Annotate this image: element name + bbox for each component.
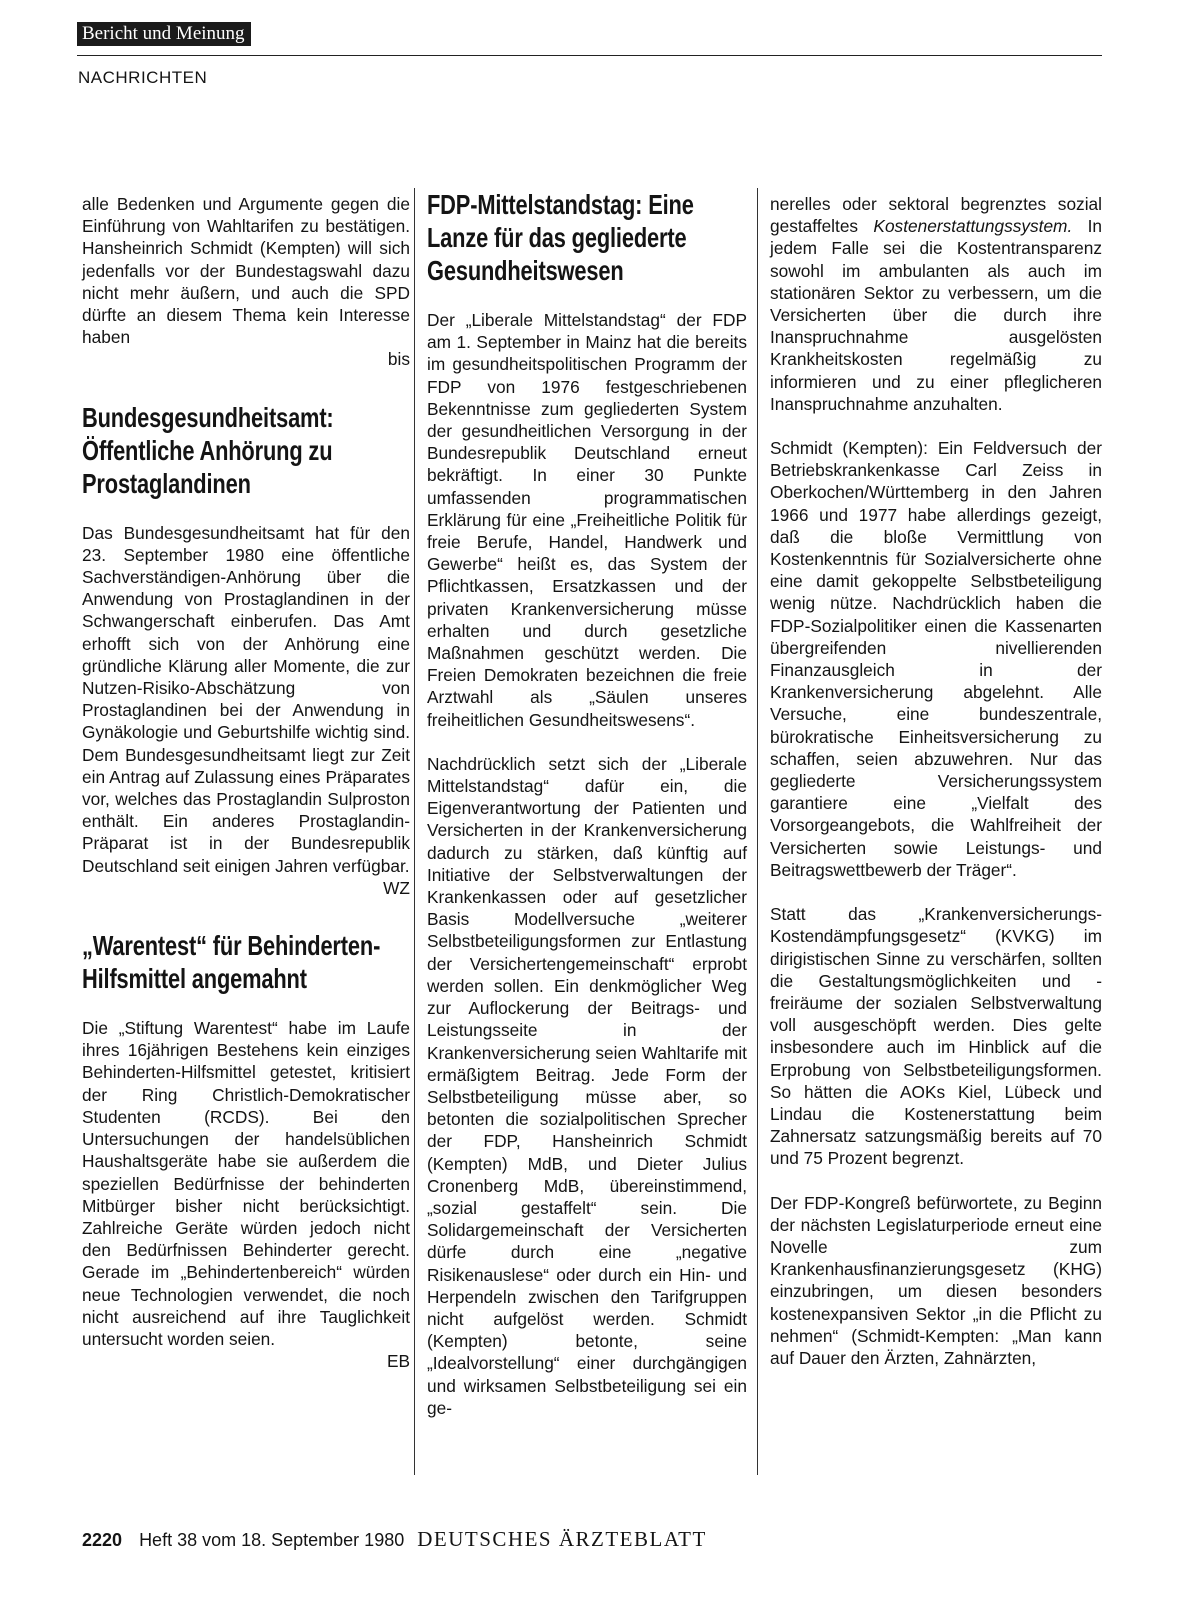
article-headline: „Warentest“ für Behinderten-Hilfsmittel angemahnt [82,930,381,995]
article-body: Das Bundesgesundheitsamt hat für den 23. September 1980 eine öffentliche Sachverständigen-Anhörung über die Anwendung von Prostaglandinen in der Schwangerschaft einberufen. Das Amt erhofft sich von der Anhörung eine gründliche Klärung aller Momente, die zur Nutzen-Risiko-Abschätzung von Prostaglandinen bei der Anwendung in Gynäkologie und Geburtshilfe wichtig sind. Dem Bundesgesundheitsamt liegt zur Zeit ein Antrag auf Zulassung eines Präparates vor, welches das Prostaglandin Sulproston enthält. Ein anderes Prostaglandin-Präparat ist in der Bundesrepublik Deutschland seit einigen Jahren verfügbar. [82,522,410,876]
paragraph-text: In jedem Falle sei die Kostentransparenz sowohl im ambulanten als auch im stationären Sektor zu verbessern, um die Versicherten über die durch ihre Inanspruchnahme ausgelösten Krankheitskosten regelmäßig zu informieren und zu einer pfleglicheren Inanspruchnahme anzuhalten. [770,216,1103,414]
article-paragraph: Nachdrücklich setzt sich der „Liberale Mittelstandstag“ dafür ein, die Eigenverantwortung der Patienten und Versicherten in der Krankenversicherung dadurch zu stärken, daß künftig auf Initiative der Selbstverwaltungen der Krankenkassen oder auf gesetzlicher Basis Modellversuche „weiterer Selbstbeteiligungsformen zur Entlastung der Versichertengemeinschaft“ erprobt werden sollen. Ein denkmöglicher Weg zur Auflockerung der Beitrags- und Leistungsseite in der Krankenversicherung seien Wahltarife mit ermäßigtem Beitrag. Jede Form der Selbstbeteiligung müsse aber, so betonten die sozialpolitischen Sprecher der FDP, Hansheinrich Schmidt (Kempten) MdB, und Dieter Julius Cronenberg MdB, übereinstimmend, „sozial gestaffelt“ sein. Die Solidargemeinschaft der Versicherten dürfe durch eine „negative Risikenauslese“ oder durch ein Hin- und Herpendeln zwischen den Tarifgruppen nicht aufgelöst werden. Schmidt (Kempten) betonte, seine „Idealvorstellung“ einer durchgängigen und wirksamen Selbstbeteiligung sei ein ge- [427,753,747,1418]
column-divider [414,188,415,1475]
article-headline: FDP-Mittelstandstag: Eine Lanze für das gegliederte Gesundheitswesen [427,189,694,286]
article-headline: Bundesgesundheitsamt: Öffentliche Anhörung zu Prostaglandinen [82,401,334,499]
rubric-label: Bericht und Meinung [77,22,251,46]
section-title: NACHRICHTEN [78,68,208,87]
article-body: Die „Stiftung Warentest“ habe im Laufe ihres 16jährigen Bestehens kein einziges Behinderten-Hilfsmittel getestet, kritisiert der Ring Christlich-Demokratischer Studenten (RCDS). Bei den Untersuchungen der handelsüblichen Haushaltsgeräte habe sie außerdem die speziellen Bedürfnisse der behinderten Mitbürger bisher nicht berücksichtigt. Zahlreiche Geräte würden jedoch nicht den Bedürfnissen Behinderter gerecht. Gerade im „Behindertenbereich“ würden neue Technologien verwendet, die noch nicht ausreichend auf ihre Tauglichkeit untersucht worden seien. [82,1018,410,1349]
page-number: 2220 [82,1530,123,1550]
article-paragraph [770,193,1102,415]
paragraph-text: nerelles oder sektoral begrenztes sozial gestaffeltes [770,194,1102,237]
article-paragraph: Der FDP-Kongreß befürwortete, zu Beginn der nächsten Legislaturperiode erneut eine Novelle zum Krankenhausfinanzierungsgesetz (KHG) einzubringen, um diesen besonders kostenexpansiven Sektor „in die Pflicht zu nehmen“ (Schmidt-Kempten: „Man kann auf Dauer den Ärzten, Zahnärzten, [770,1192,1102,1368]
issue-info: Heft 38 vom 18. September 1980 [139,1530,405,1550]
page-footer [82,1527,707,1552]
author-signature: bis [387,349,410,370]
column-divider [757,188,758,1475]
header-rule [77,55,1102,56]
author-signature: WZ [383,877,410,898]
column-2 [427,188,747,1419]
article-signature-row [82,1350,410,1372]
column-1 [82,193,410,1372]
intro-signature-row [82,348,410,370]
author-signature: EB [386,1351,410,1372]
intro-paragraph: alle Bedenken und Argumente gegen die Einführung von Wahltarifen zu bestätigen. Hansheinrich Schmidt (Kempten) will sich jedenfalls vor der Bundestagswahl dazu nicht mehr äußern, und auch die SPD dürfte an diesem Thema kein Interesse haben [82,194,410,348]
emphasized-term: Kostenerstattungssystem. [873,216,1073,237]
article-paragraph: Schmidt (Kempten): Ein Feldversuch der Betriebskrankenkasse Carl Zeiss in Oberkochen/Württemberg in den Jahren 1966 und 1977 habe allerdings gezeigt, daß die bloße Vermittlung von Kostenkenntnis für Sozialversicherte ohne eine damit gekoppelte Selbstbeteiligung wenig nütze. Nachdrücklich haben die FDP-Sozialpolitiker einen die Kassenarten übergreifenden nivellierenden Finanzausgleich in der Krankenversicherung abgelehnt. Alle Versuche, eine bundeszentrale, bürokratische Einheitsversicherung zu schaffen, seien abzuwehren. Nur das gegliederte Versicherungssystem garantiere eine „Vielfalt des Vorsorgeangebots, die Wahlfreiheit der Versicherten sowie Leistungs- und Beitragswettbewerb der Träger“. [770,438,1102,880]
column-3 [770,193,1102,1369]
article-paragraph: Der „Liberale Mittelstandstag“ der FDP am 1. September in Mainz hat die bereits im gesundheitspolitischen Programm der FDP von 1976 festgeschriebenen Bekenntnisse zum gegliederten System der gesundheitlichen Versorgung in der Bundesrepublik Deutschland erneut bekräftigt. In einer 30 Punkte umfassenden programmatischen Erklärung für eine „Freiheitliche Politik für freie Berufe, Handel, Handwerk und Gewerbe“ heißt es, das System der Pflichtkassen, Ersatzkassen und der privaten Krankenversicherung müsse erhalten und durch gesetzliche Maßnahmen geschützt werden. Die Freien Demokraten bezeichnen die freie Arztwahl als „Säulen unseres freiheitlichen Gesundheitswesens“. [427,310,747,730]
magazine-name: DEUTSCHES ÄRZTEBLATT [417,1527,707,1551]
article-paragraph: Statt das „Krankenversicherungs-Kostendämpfungsgesetz“ (KVKG) im dirigistischen Sinne zu verschärfen, sollten die Gestaltungsmöglichkeiten und -freiräume der sozialen Selbstverwaltung voll ausgeschöpft werden. Dies gelte insbesondere auch im Hinblick auf die Erprobung von Selbstbeteiligungsformen. So hätten die AOKs Kiel, Lübeck und Lindau die Kostenerstattung beim Zahnersatz satzungsmäßig bereits auf 70 und 75 Prozent begrenzt. [770,904,1102,1169]
article-signature-row [82,877,410,899]
